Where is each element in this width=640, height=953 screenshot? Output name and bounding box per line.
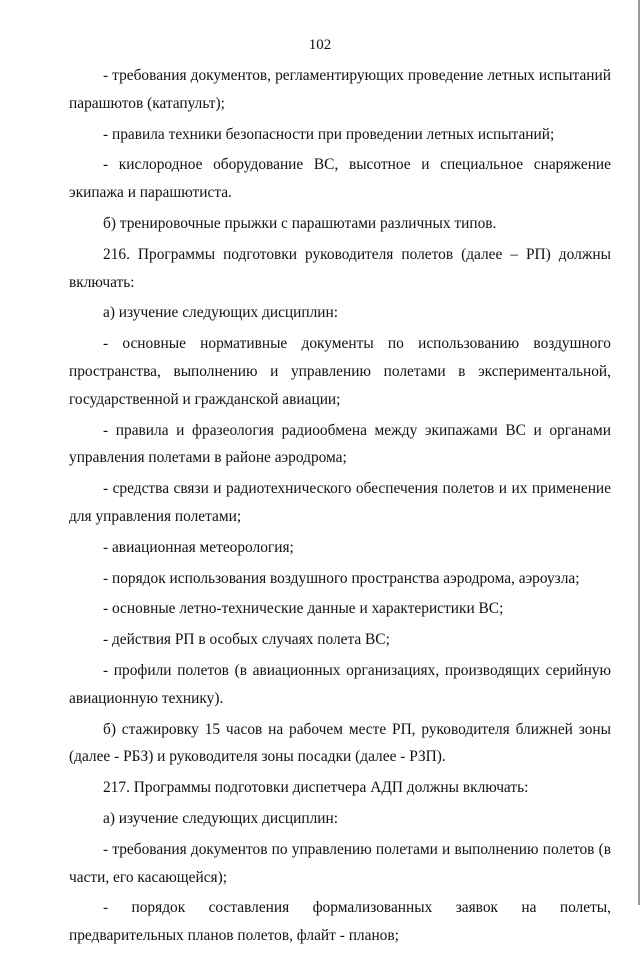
page-number: 102 <box>308 37 332 53</box>
paragraph: - авиационная метеорология; <box>103 538 294 556</box>
document-body <box>69 62 611 953</box>
paragraph: - требования документов по управлению полетами и выполнению полетов (в части, его касающейся); <box>69 840 611 886</box>
paragraph: - основные нормативные документы по использованию воздушного пространства, выполнению и управлению полетами в экспериментальной, государственной и гражданской авиации; <box>69 335 611 408</box>
paragraph: б) тренировочные прыжки с парашютами различных типов. <box>103 214 497 232</box>
paragraph: - кислородное оборудование ВС, высотное и специальное снаряжение экипажа и парашютиста. <box>69 156 611 202</box>
paragraph: а) изучение следующих дисциплин: <box>103 809 339 827</box>
paragraph: 217. Программы подготовки диспетчера АДП должны включать: <box>103 779 529 797</box>
paragraph: - правила техники безопасности при проведении летных испытаний; <box>103 125 555 143</box>
paragraph: - требования документов, регламентирующих проведение летных испытаний парашютов (катапульт); <box>69 67 611 112</box>
paragraph: - правила и фразеология радиообмена между экипажами ВС и органами управления полетами в районе аэродрома; <box>69 421 611 467</box>
paragraph: - профили полетов (в авиационных организациях, производящих серийную авиационную технику). <box>69 661 611 707</box>
paragraph: 216. Программы подготовки руководителя полетов (далее – РП) должны включать: <box>69 245 611 291</box>
paragraph: - средства связи и радиотехнического обеспечения полетов и их применение для управления полетами; <box>69 480 611 525</box>
paragraph: б) стажировку 15 часов на рабочем месте РП, руководителя ближней зоны (далее - РБЗ) и руководителя зоны посадки (далее - РЗП). <box>69 720 611 766</box>
paragraph: - порядок использования воздушного пространства аэродрома, аэроузла; <box>103 569 580 587</box>
paragraph: - порядок составления формализованных заявок на полеты, предварительных планов полетов, флайт - планов; <box>69 899 611 945</box>
paragraph: - основные летно-технические данные и характеристики ВС; <box>103 600 504 618</box>
paragraph: а) изучение следующих дисциплин: <box>103 304 339 322</box>
paragraph: - действия РП в особых случаях полета ВС; <box>103 631 390 649</box>
